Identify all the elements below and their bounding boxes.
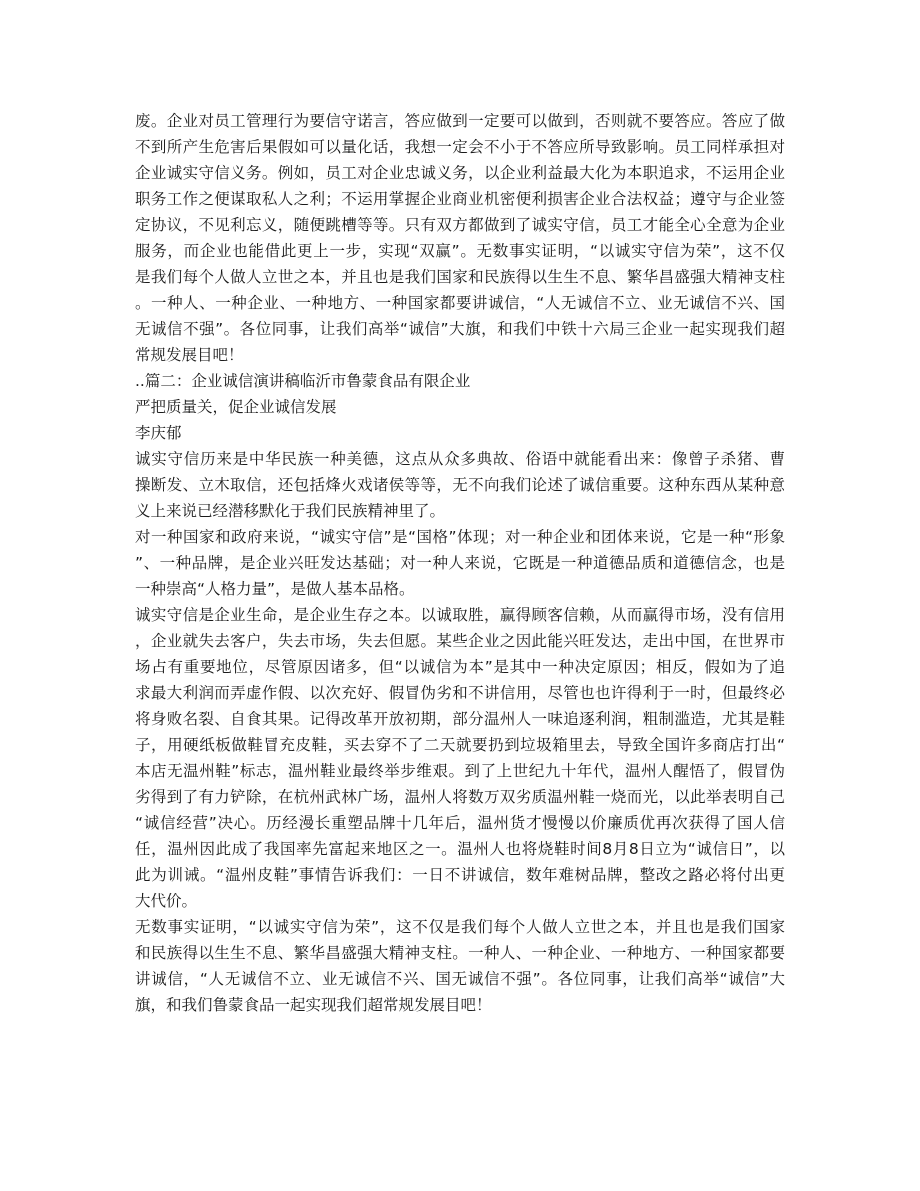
text-line: 义上来说已经潜移默化于我们民族精神里了。 — [135, 502, 446, 520]
text-line: 定协议，不见利忘义，随便跳槽等等。只有双方都做到了诚实守信，员工才能全心全意为企业 — [135, 216, 785, 234]
text-line: 常规发展目吧！ — [135, 346, 244, 364]
text-line: 诚实守信是企业生命，是企业生存之本。以诚取胜，赢得顾客信赖，从而赢得市场，没有信用 — [135, 606, 785, 624]
text-line: 废。企业对员工管理行为要信守诺言，答应做到一定要可以做到，否则就不要答应。答应了做 — [135, 112, 785, 130]
text-line: 操断发、立木取信，还包括烽火戏诸侯等等，无不向我们论述了诚信重要。这种东西从某种意 — [135, 476, 785, 494]
document-body — [135, 108, 785, 1018]
text-line: “诚信经营”决心。历经漫长重塑品牌十几年后，温州货才慢慢以价廉质优再次获得了国人信 — [135, 814, 785, 832]
text-line: 无诚信不强”。各位同事，让我们高举“诚信”大旗，和我们中铁十六局三企业一起实现我们超 — [135, 320, 785, 338]
text-line: 讲诚信，“人无诚信不立、业无诚信不兴、国无诚信不强”。各位同事，让我们高举“诚信”大 — [135, 970, 785, 988]
text-line: ”、一种品牌，是企业兴旺发达基础；对一种人来说，它既是一种道德品质和道德信念，也是 — [135, 554, 785, 572]
text-line: 严把质量关，促企业诚信发展 — [135, 398, 337, 416]
text-line: 李庆郁 — [135, 424, 182, 442]
text-line: 求最大利润而弄虚作假、以次充好、假冒伪劣和不讲信用，尽管也也许得利于一时，但最终必 — [135, 684, 785, 702]
text-line: 一种崇高“人格力量”，是做人基本品格。 — [135, 580, 415, 598]
text-line: 将身败名裂、自食其果。记得改革开放初期，部分温州人一味追逐利润，粗制滥造，尤其是鞋 — [135, 710, 785, 728]
text-line: 大代价。 — [135, 892, 198, 910]
text-line: 此为训诫。“温州皮鞋”事情告诉我们：一日不讲诚信，数年难树品牌，整改之路必将付出更 — [135, 866, 785, 884]
text-line: 旗，和我们鲁蒙食品一起实现我们超常规发展目吧！ — [135, 996, 492, 1014]
text-line: 任，温州因此成了我国率先富起来地区之一。温州人也将烧鞋时间8月8日立为“诚信日”，以 — [135, 840, 785, 858]
text-line: 子，用硬纸板做鞋冒充皮鞋，买去穿不了二天就要扔到垃圾箱里去，导致全国许多商店打出“ — [135, 736, 785, 754]
text-line: 和民族得以生生不息、繁华昌盛强大精神支柱。一种人、一种企业、一种地方、一种国家都要 — [135, 944, 785, 962]
text-line: ，企业就失去客户，失去市场，失去但愿。某些企业之因此能兴旺发达，走出中国，在世界市 — [135, 632, 785, 650]
text-line: 场占有重要地位，尽管原因诸多，但“以诚信为本”是其中一种决定原因；相反，假如为了追 — [135, 658, 785, 676]
text-line: 是我们每个人做人立世之本，并且也是我们国家和民族得以生生不息、繁华昌盛强大精神支柱 — [135, 268, 785, 286]
text-line: 诚实守信历来是中华民族一种美德，这点从众多典故、俗语中就能看出来：像曾子杀猪、曹 — [135, 450, 785, 468]
text-line: 对一种国家和政府来说，“诚实守信”是“国格”体现；对一种企业和团体来说，它是一种“形象 — [135, 528, 785, 546]
text-line: 服务，而企业也能借此更上一步，实现“双赢”。无数事实证明，“以诚实守信为荣”，这不仅 — [135, 242, 785, 260]
text-line: 职务工作之便谋取私人之利；不运用掌握企业商业机密便利损害企业合法权益；遵守与企业签 — [135, 190, 785, 208]
text-line: 本店无温州鞋”标志，温州鞋业最终举步维艰。到了上世纪九十年代，温州人醒悟了，假冒伪 — [135, 762, 785, 780]
text-line: ..篇二：企业诚信演讲稿临沂市鲁蒙食品有限企业 — [135, 372, 471, 390]
text-line: 无数事实证明，“以诚实守信为荣”，这不仅是我们每个人做人立世之本，并且也是我们国家 — [135, 918, 785, 936]
text-line: 劣得到了有力铲除，在杭州武林广场，温州人将数万双劣质温州鞋一烧而光，以此举表明自己 — [135, 788, 785, 806]
text-line: 。一种人、一种企业、一种地方、一种国家都要讲诚信，“人无诚信不立、业无诚信不兴、国 — [135, 294, 785, 312]
text-line: 企业诚实守信义务。例如，员工对企业忠诚义务，以企业利益最大化为本职追求，不运用企业 — [135, 164, 785, 182]
text-line: 不到所产生危害后果假如可以量化话，我想一定会不小于不答应所导致影响。员工同样承担对 — [135, 138, 785, 156]
